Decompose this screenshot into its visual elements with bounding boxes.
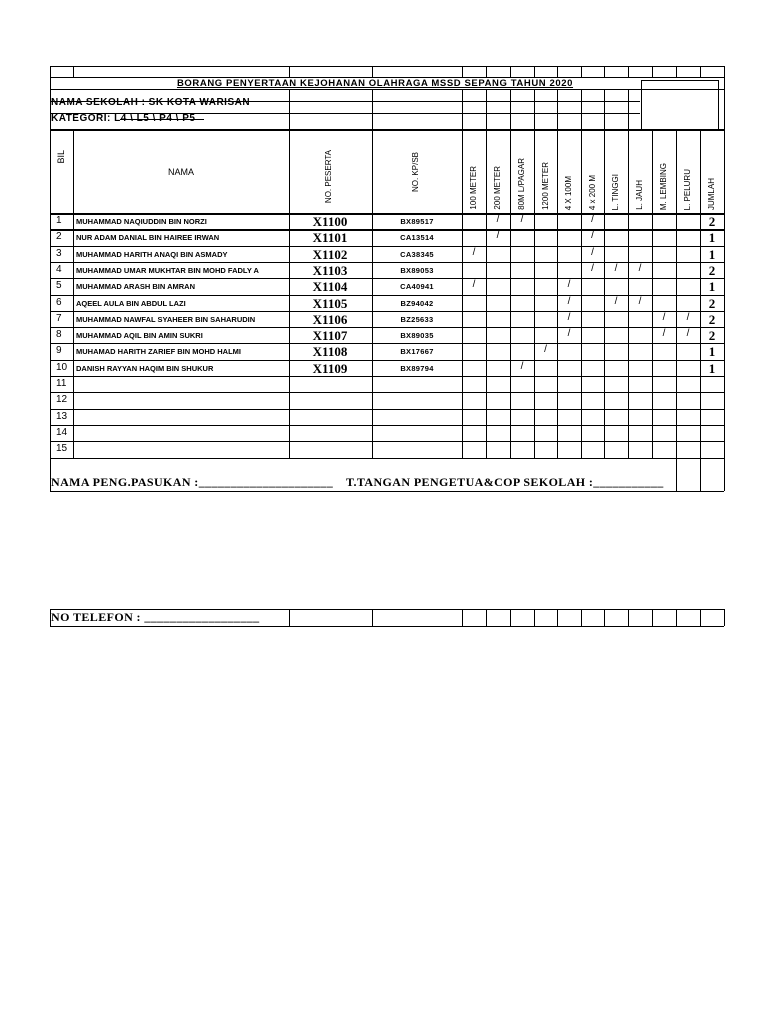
header-event-1: 200 METER (493, 166, 502, 210)
row-event-mark: / (567, 312, 571, 323)
grid-line (510, 89, 511, 129)
grid-line (557, 66, 558, 77)
row-event-mark: / (686, 328, 690, 339)
row-nama: MUHAMMAD HARITH ANAQI BIN ASMADY (76, 249, 228, 259)
row-line (50, 360, 724, 361)
photo-box (641, 80, 719, 131)
row-no-kp: BX89517 (400, 216, 434, 226)
row-event-mark: / (614, 263, 618, 274)
row-event-mark: / (472, 247, 476, 258)
row-jumlah: 2 (708, 327, 716, 343)
top-border (50, 66, 724, 67)
row-no-kp: CA40941 (400, 281, 434, 291)
row-event-mark: / (544, 344, 547, 355)
row-bil: 8 (56, 329, 62, 340)
row-bil: 12 (56, 394, 68, 405)
row-no-peserta: X1105 (312, 295, 348, 311)
row-event-mark: / (662, 312, 666, 323)
row-no-peserta: X1100 (312, 213, 348, 229)
row-event-mark: / (520, 214, 524, 225)
grid-line (724, 213, 725, 458)
grid-line (724, 609, 725, 626)
row-bil: 15 (56, 443, 68, 454)
grid-line (289, 609, 290, 626)
row-bil: 4 (56, 264, 62, 275)
grid-line (462, 213, 463, 458)
row-bil: 2 (56, 231, 62, 242)
row-line (50, 213, 724, 215)
grid-line (581, 213, 582, 458)
grid-line (700, 129, 701, 213)
grid-line (724, 129, 725, 213)
grid-line (73, 129, 74, 213)
row-line (50, 392, 724, 393)
grid-line (700, 458, 701, 491)
row-line (50, 311, 724, 312)
row-jumlah: 1 (708, 278, 716, 294)
grid-line (700, 609, 701, 626)
row-nama: MUHAMMAD NAWFAL SYAHEER BIN SAHARUDIN (76, 314, 256, 324)
grid-line (486, 609, 487, 626)
row-bil: 1 (56, 215, 62, 226)
grid-line (462, 89, 463, 129)
grid-line (700, 66, 701, 77)
header-bil: BIL (56, 150, 66, 164)
grid-line (652, 129, 653, 213)
row-no-peserta: X1108 (312, 343, 348, 359)
header-event-5: 4 x 200 M (587, 174, 597, 210)
grid-line (50, 89, 724, 90)
row-event-mark: / (591, 247, 594, 258)
phone-number-field[interactable]: NO TELEFON : __________________ (51, 610, 260, 624)
row-bil: 3 (56, 248, 62, 259)
grid-line (724, 89, 725, 129)
grid-line (486, 66, 487, 77)
grid-line (73, 66, 74, 77)
row-jumlah: 2 (708, 295, 716, 311)
grid-line (73, 213, 74, 458)
grid-line (604, 609, 605, 626)
header-no-kp: NO. KP/SB (411, 152, 420, 193)
grid-line (289, 66, 290, 77)
category-label: KATEGORI: L4 \ L5 \ P4 \ P5 (51, 113, 196, 124)
row-bil: 5 (56, 280, 62, 291)
category-strike (120, 119, 204, 120)
grid-line (581, 89, 582, 129)
row-nama: AQEEL AULA BIN ABDUL LAZI (76, 298, 186, 308)
grid-line (50, 129, 724, 131)
grid-line (581, 66, 582, 77)
grid-line (676, 129, 677, 213)
grid-line (462, 129, 463, 213)
grid-line (534, 213, 535, 458)
header-event-0: 100 METER (469, 166, 478, 210)
grid-line (628, 213, 629, 458)
team-manager-field[interactable]: NAMA PENG.PASUKAN :_____________________ (51, 475, 334, 489)
row-event-mark: / (614, 296, 618, 307)
grid-line (372, 66, 373, 77)
row-nama: NUR ADAM DANIAL BIN HAIREE IRWAN (76, 232, 220, 242)
grid-line (372, 213, 373, 458)
row-line (50, 441, 724, 442)
form-title: BORANG PENYERTAAN KEJOHANAN OLAHRAGA MSSD SEPANG TAHUN 2020 (176, 78, 574, 89)
row-no-kp: BX89035 (400, 330, 434, 340)
grid-line (628, 129, 629, 213)
row-line (50, 246, 724, 247)
grid-line (557, 129, 558, 213)
row-line (50, 229, 724, 231)
row-event-mark: / (638, 263, 642, 274)
grid-line (534, 609, 535, 626)
header-jumlah: JUMLAH (707, 177, 716, 210)
row-bil: 13 (56, 411, 68, 422)
row-nama: MUHAMMAD ARASH BIN AMRAN (76, 281, 196, 291)
row-nama: DANISH RAYYAN HAQIM BIN SHUKUR (76, 363, 214, 373)
grid-line (604, 213, 605, 458)
header-event-3: 1200 METER (540, 161, 550, 210)
row-bil: 6 (56, 297, 62, 308)
grid-line (604, 66, 605, 77)
row-no-kp: CA38345 (400, 249, 434, 259)
row-no-kp: BX17667 (400, 346, 434, 356)
row-jumlah: 1 (708, 246, 716, 262)
grid-line (486, 89, 487, 129)
grid-line (50, 129, 51, 213)
row-line (50, 295, 724, 296)
row-line (50, 278, 724, 279)
row-event-mark: / (520, 361, 524, 372)
row-bil: 10 (56, 362, 68, 373)
row-event-mark: / (591, 214, 594, 225)
row-line (50, 327, 724, 328)
row-bil: 9 (56, 345, 62, 356)
grid-line (676, 66, 677, 77)
grid-line (372, 129, 373, 213)
header-no-peserta: NO. PESERTA (324, 150, 333, 204)
header-nama: NAMA (167, 167, 195, 177)
header-event-9: L. PELURU (683, 168, 692, 210)
grid-line (534, 129, 535, 213)
row-bil: 7 (56, 313, 62, 324)
grid-line (510, 129, 511, 213)
grid-line (604, 89, 605, 129)
row-line (50, 409, 724, 410)
grid-line (289, 213, 290, 458)
row-event-mark: / (591, 263, 594, 274)
row-event-mark: / (662, 328, 666, 339)
row-line (50, 458, 724, 459)
grid-line (652, 66, 653, 77)
header-event-8: M. LEMBING (659, 162, 668, 210)
header-event-4: 4 X 100M (564, 175, 573, 210)
grid-line (581, 129, 582, 213)
grid-line (486, 129, 487, 213)
row-jumlah: 1 (708, 343, 716, 359)
grid-line (676, 213, 677, 458)
row-bil: 11 (56, 378, 67, 389)
header-event-6: L. TINGGI (611, 173, 620, 210)
row-event-mark: / (567, 296, 571, 307)
row-no-kp: BZ25633 (400, 314, 434, 324)
grid-line (652, 609, 653, 626)
row-nama: MUHAMMAD NAQIUDDIN BIN NORZI (76, 216, 207, 226)
grid-line (700, 213, 701, 458)
grid-line (557, 213, 558, 458)
grid-line (462, 609, 463, 626)
grid-line (534, 66, 535, 77)
row-no-peserta: X1101 (312, 229, 348, 245)
row-no-kp: BX89053 (400, 265, 434, 275)
grid-line (462, 66, 463, 77)
row-nama: MUHAMMAD AQIL BIN AMIN SUKRI (76, 330, 203, 340)
row-line (50, 376, 724, 377)
grid-line (289, 89, 290, 129)
grid-line (289, 129, 290, 213)
grid-line (557, 89, 558, 129)
grid-line (510, 609, 511, 626)
row-jumlah: 1 (708, 360, 716, 376)
grid-line (534, 89, 535, 129)
row-no-peserta: X1104 (312, 278, 348, 294)
row-no-kp: BZ94042 (400, 298, 434, 308)
row-line (50, 343, 724, 344)
row-nama: MUHAMMAD UMAR MUKHTAR BIN MOHD FADLY A (76, 265, 259, 275)
footer-bottom-line (50, 491, 724, 492)
grid-line (372, 609, 373, 626)
row-line (50, 425, 724, 426)
row-jumlah: 1 (708, 229, 716, 245)
row-line (50, 262, 724, 263)
row-no-peserta: X1102 (312, 246, 348, 262)
grid-line (628, 89, 629, 129)
row-event-mark: / (638, 296, 642, 307)
grid-line (628, 609, 629, 626)
row-no-peserta: X1107 (312, 327, 348, 343)
grid-line (724, 458, 725, 491)
phone-row-bottom (50, 626, 724, 627)
row-no-peserta: X1106 (312, 311, 348, 327)
grid-line (372, 89, 373, 129)
grid-line (581, 609, 582, 626)
row-no-peserta: X1103 (312, 262, 348, 278)
row-jumlah: 2 (708, 213, 716, 229)
row-event-mark: / (472, 279, 476, 290)
grid-line (628, 66, 629, 77)
row-nama: MUHAMAD HARITH ZARIEF BIN MOHD HALMI (76, 346, 241, 356)
row-jumlah: 2 (708, 262, 716, 278)
row-no-peserta: X1109 (312, 360, 348, 376)
grid-line (50, 213, 51, 458)
row-event-mark: / (496, 214, 500, 225)
header-event-2: 80M L/PAGAR (517, 158, 526, 210)
row-event-mark: / (567, 328, 571, 339)
row-no-kp: BX89794 (400, 363, 434, 373)
grid-line (652, 213, 653, 458)
row-bil: 14 (56, 427, 68, 438)
principal-signature-field[interactable]: T.TANGAN PENGETUA&COP SEKOLAH :___________ (346, 475, 664, 489)
grid-line (510, 213, 511, 458)
grid-line (676, 458, 677, 491)
grid-line (557, 609, 558, 626)
row-event-mark: / (496, 230, 500, 241)
row-jumlah: 2 (708, 311, 716, 327)
row-no-kp: CA13514 (400, 232, 434, 242)
school-name-label: NAMA SEKOLAH : SK KOTA WARISAN (51, 97, 251, 108)
grid-line (510, 66, 511, 77)
grid-line (676, 609, 677, 626)
header-event-7: L. JAUH (635, 180, 644, 210)
row-event-mark: / (591, 230, 594, 241)
grid-line (604, 129, 605, 213)
grid-line (486, 213, 487, 458)
row-event-mark: / (686, 312, 690, 323)
row-event-mark: / (567, 279, 571, 290)
